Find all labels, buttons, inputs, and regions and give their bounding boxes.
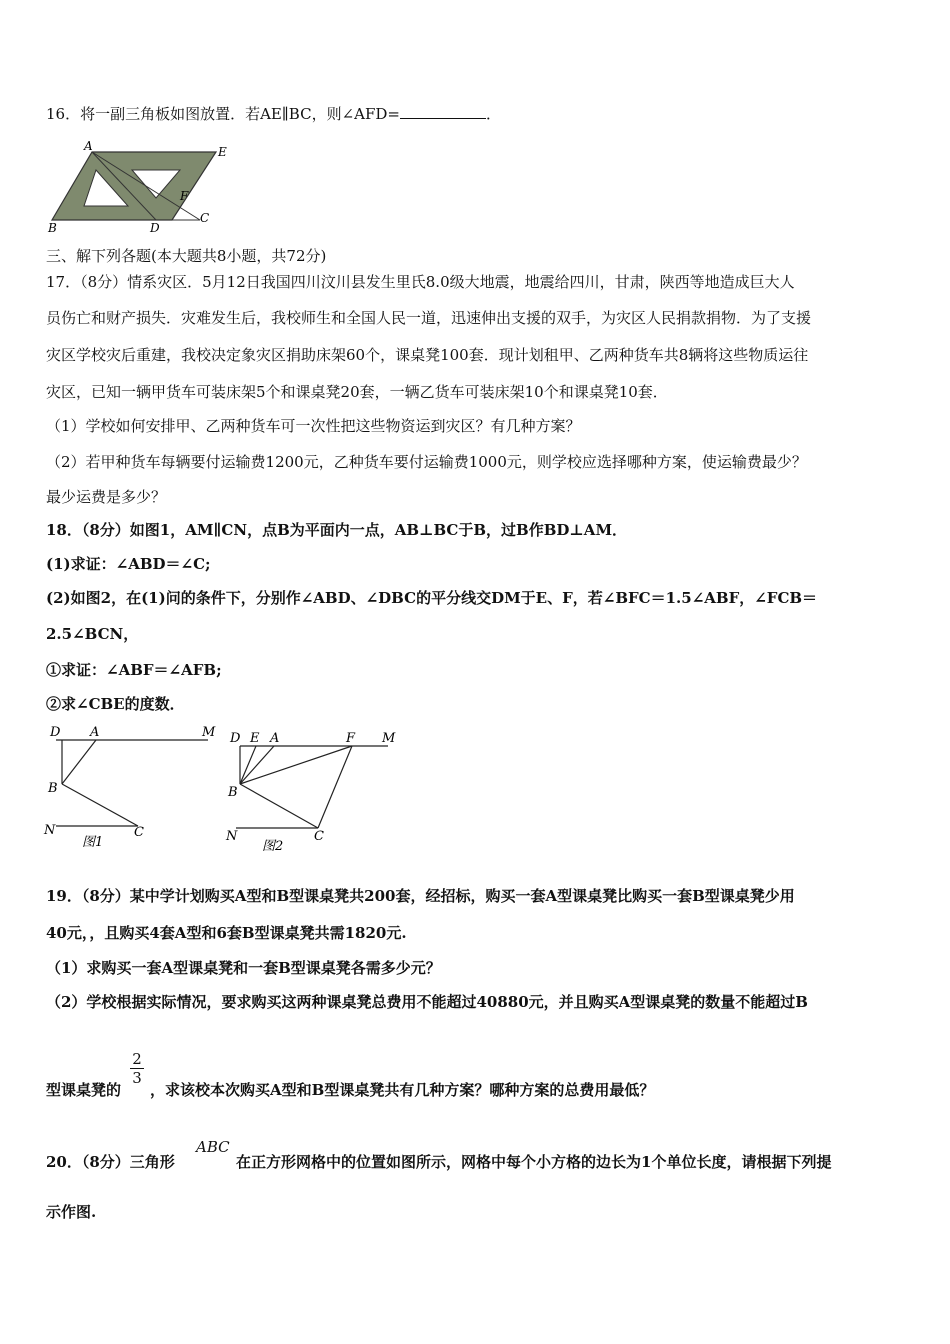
q17-sub1: （1）学校如何安排甲、乙两种货车可一次性把这些物资运到灾区？有几种方案？	[46, 417, 581, 435]
q20-abc: ABC	[196, 1138, 230, 1156]
q18-f1-caption: 图1	[82, 835, 104, 850]
section3-heading: 三、解下列各题(本大题共8小题，共72分)	[46, 247, 327, 265]
q16-label-c: C	[200, 211, 210, 225]
q16-label-d: D	[150, 221, 160, 232]
q16-outer-shape	[52, 152, 216, 220]
q18-f2-label-c: C	[314, 829, 324, 844]
q18-f2-label-n: N	[226, 829, 238, 844]
q16-label-a: A	[84, 140, 93, 153]
q18-f1-label-d: D	[50, 725, 61, 740]
q16-text-after: ．	[485, 105, 501, 123]
q17-line1: 17．（8分）情系灾区．5月12日我国四川汶川县发生里氏8.0级大地震，地震给四川，甘肃，陕西等地造成巨大人	[46, 273, 795, 291]
q18-p1: (1)求证：∠ABD＝∠C;	[46, 555, 211, 573]
q19-fraction-numerator: 2	[132, 1050, 142, 1068]
q18-f2-label-m: M	[382, 731, 396, 746]
q18-f1-label-b: B	[48, 781, 58, 796]
q20-after: 在正方形网格中的位置如图所示，网格中每个小方格的边长为1个单位长度，请根据下列提	[236, 1153, 832, 1171]
q20-line2: 示作图.	[46, 1203, 97, 1221]
q17-line3: 灾区学校灾后重建，我校决定象灾区捐助床架60个，课桌凳100套．现计划租甲、乙两种货车共8辆将这些物质运往	[46, 346, 809, 364]
q18-f2-label-e: E	[250, 731, 260, 746]
q18-f1-line-bc	[62, 784, 138, 826]
q19-sub2: （2）学校根据实际情况，要求购买这两种课桌凳总费用不能超过40880元，并且购买A型课桌凳的数量不能超过B	[46, 993, 808, 1011]
q18-c2: ②求∠CBE的度数．	[46, 695, 185, 713]
q16-answer-blank	[400, 104, 486, 119]
q18-f2-line-bc	[240, 784, 318, 828]
q17-sub2b: 最少运费是多少？	[46, 488, 167, 506]
q16-label-b: B	[48, 221, 57, 232]
q18-c1: ①求证：∠ABF＝∠AFB;	[46, 661, 222, 679]
q19-line1: 19．（8分）某中学计划购买A型和B型课桌凳共200套，经招标，购买一套A型课桌凳比购买一套B型课桌凳少用	[46, 887, 795, 905]
q18-f1-line-ab	[62, 740, 96, 784]
q18-f2-line-fc	[318, 746, 352, 828]
q18-f2-label-b: B	[228, 785, 238, 800]
q19-sub1: （1）求购买一套A型课桌凳和一套B型课桌凳各需多少元？	[46, 959, 441, 977]
q18-f2-label-d: D	[230, 731, 241, 746]
q18-p2b: 2.5∠BCN，	[46, 625, 139, 643]
q18-f2-label-f: F	[346, 731, 356, 746]
q18-f2-line-eb	[240, 746, 256, 784]
q18-f1-label-m: M	[202, 725, 216, 740]
q16-label-e: E	[218, 145, 227, 159]
q19-fraction-denominator: 3	[132, 1069, 142, 1087]
q16-text	[46, 104, 501, 124]
q19-line2: 40元，，且购买4套A型和6套B型课桌凳共需1820元.	[46, 924, 407, 942]
q16-label-f: F	[180, 189, 189, 203]
q20-before: 20．（8分）三角形	[46, 1153, 175, 1171]
q18-f2-label-a: A	[270, 731, 280, 746]
q19-sub2b-before: 型课桌凳的	[46, 1081, 122, 1099]
q16-figure	[44, 140, 244, 232]
q17-line2: 员伤亡和财产损失．灾难发生后，我校师生和全国人民一道，迅速伸出支援的双手，为灾区人民捐款捐物．为了支援	[46, 309, 812, 327]
q18-p2: (2)如图2，在(1)问的条件下，分别作∠ABD、∠DBC的平分线交DM于E、F，若∠BFC＝1.5∠ABF，∠FCB＝	[46, 589, 818, 607]
q18-f1-label-n: N	[44, 823, 56, 838]
q19-fraction	[128, 1050, 146, 1087]
q18-figure2	[225, 731, 396, 854]
q19-sub2b-after: ，求该校本次购买A型和B型课桌凳共有几种方案？哪种方案的总费用最低？	[150, 1081, 655, 1099]
q17-line4: 灾区，已知一辆甲货车可装床架5个和课桌凳20套，一辆乙货车可装床架10个和课桌凳10套．	[46, 383, 668, 401]
q16-text-before: 16．将一副三角板如图放置．若AE∥BC，则∠AFD=	[46, 105, 400, 123]
q18-line1: 18．（8分）如图1，AM∥CN，点B为平面内一点，AB⊥BC于B，过B作BD⊥AM．	[46, 521, 628, 539]
q18-figure1	[43, 725, 216, 850]
q18-f1-label-a: A	[90, 725, 100, 740]
q17-sub2: （2）若甲种货车每辆要付运输费1200元，乙种货车要付运输费1000元，则学校应选择哪种方案，使运输费最少？	[46, 453, 807, 471]
q18-f1-label-c: C	[134, 825, 144, 840]
q18-f2-caption: 图2	[262, 839, 284, 854]
q18-figures	[40, 720, 420, 860]
